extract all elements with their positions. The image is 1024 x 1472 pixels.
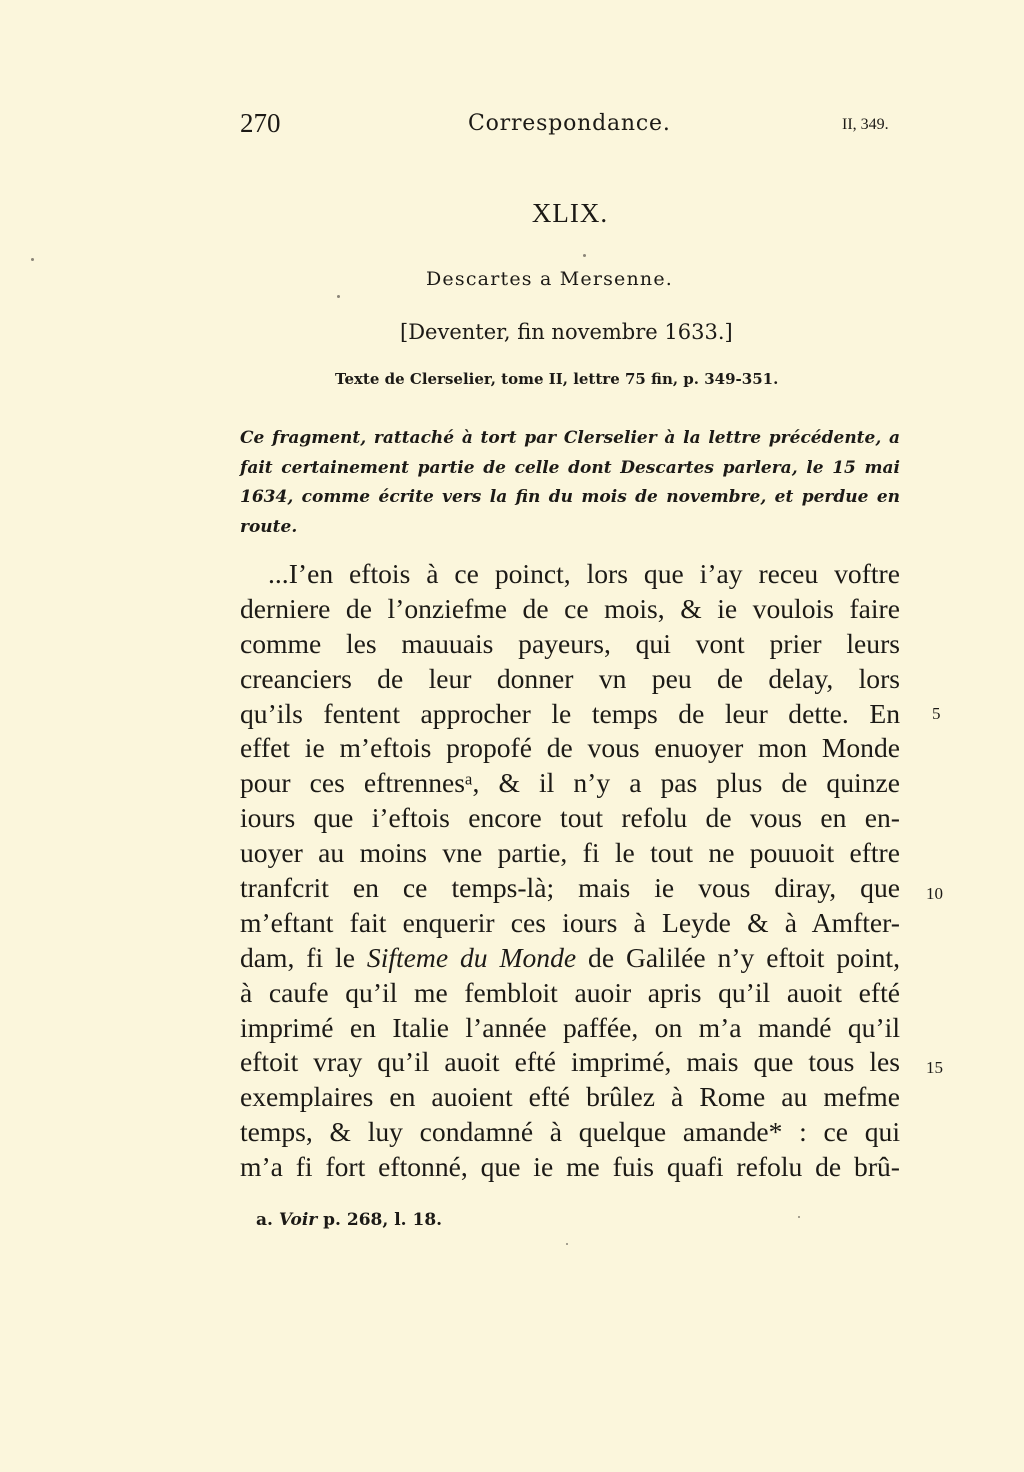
letter-title: Descartes a Mersenne.: [426, 268, 674, 290]
body-line: m’eftant fait enquerir ces iours à Leyde & à Amfter-: [240, 906, 900, 938]
line-number: 15: [926, 1058, 943, 1077]
body-line: iours que i’eftois encore tout refolu de vous en en-: [240, 802, 900, 834]
editor-note: Ce fragment, rattaché à tort par Clerselier à la lettre précédente, a fait certainement partie de celle dont Descartes parlera, le 15 mai 1634, comme écrite vers la fin du mois de novembre, et perdue en route.: [240, 428, 900, 537]
paper-speck: [566, 1243, 568, 1245]
footnote-italic: Voir: [278, 1210, 318, 1230]
source-reference: II, 349.: [842, 116, 889, 133]
body-line: pour ces eftrennesᵃ, & il n’y a pas plus de quinze: [240, 767, 900, 799]
source-note: Texte de Clerselier, tome II, lettre 75 fin, p. 349-351.: [335, 370, 779, 388]
book-title: Sifteme du Monde: [366, 941, 577, 973]
line-number: 10: [926, 884, 943, 903]
body-line-with-title: [240, 941, 900, 976]
paper-speck: [798, 1216, 800, 1218]
body-line: creanciers de leur donner vn peu de delay, lors: [240, 662, 900, 694]
body-line: derniere de l’onziefme de ce mois, & ie voulois faire: [240, 592, 900, 624]
body-line: qu’ils fentent approcher le temps de leur dette. En: [240, 697, 900, 729]
letter-number: XLIX.: [531, 198, 609, 228]
body-line: à caufe qu’il me fembloit auoir apris qu’il auoit efté: [240, 976, 900, 1008]
footnote-text: p. 268, l. 18.: [323, 1210, 443, 1230]
body-line: temps, & luy condamné à quelque amande* : ce qui: [240, 1116, 900, 1148]
page-number: 270: [240, 108, 281, 138]
body-line: m’a fi fort eftonné, que ie me fuis quafi refolu de brû-: [240, 1151, 900, 1183]
body-line: uoyer au moins vne partie, fi le tout ne pouuoit eftre: [240, 837, 900, 869]
paper-speck: [31, 258, 34, 261]
body-line-part: de Galilée n’y eftoit point,: [588, 941, 900, 973]
footnote: [256, 1210, 442, 1230]
footnote-mark: a.: [256, 1210, 273, 1230]
letter-body: [240, 557, 900, 1185]
running-title: Correspondance.: [468, 111, 671, 136]
body-line: effet ie m’eftois propofé de vous enuoyer mon Monde: [240, 732, 900, 764]
body-line: ...I’en eftois à ce poinct, lors que i’ay receu voftre: [268, 558, 900, 589]
body-line: imprimé en Italie l’année paffée, on m’a mandé qu’il: [240, 1011, 900, 1043]
line-number: 5: [932, 704, 941, 723]
paper-speck: [583, 254, 586, 257]
body-line: exemplaires en auoient efté brûlez à Rome au mefme: [240, 1081, 900, 1113]
body-line: eftoit vray qu’il auoit efté imprimé, mais que tous les: [240, 1046, 900, 1078]
place-date: [Deventer, fin novembre 1633.]: [400, 320, 733, 344]
paper-speck: [337, 295, 340, 298]
body-line: comme les mauuais payeurs, qui vont prier leurs: [240, 627, 900, 659]
body-line-part: dam, fi le: [240, 941, 355, 973]
body-line: tranfcrit en ce temps-là; mais ie vous diray, que: [240, 872, 900, 904]
